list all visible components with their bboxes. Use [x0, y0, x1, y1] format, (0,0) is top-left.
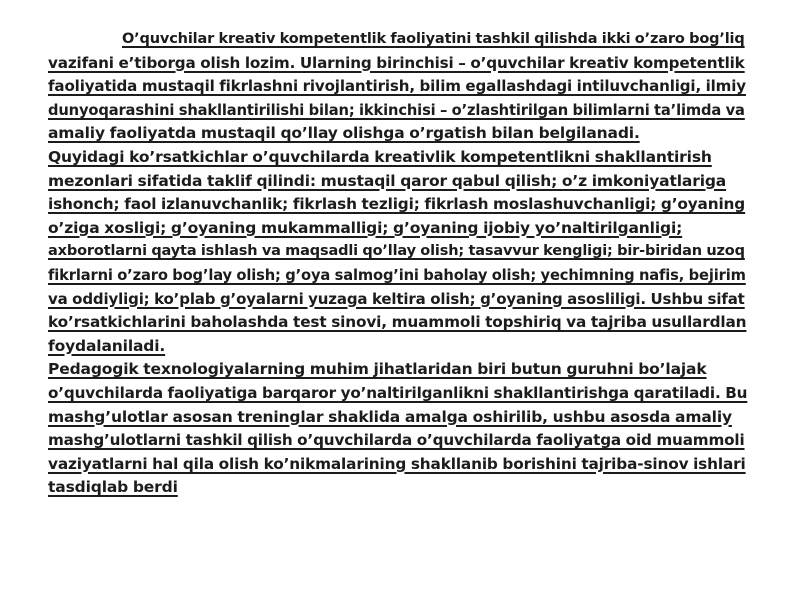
- text-line: amaliy faoliyatda mustaqil qo’llay olishga o’rgatish bilan belgilanadi.: [48, 124, 640, 143]
- text-line: mashg’ulotlar asosan treninglar shaklida amalga oshirilib, ushbu asosda amaliy: [48, 407, 732, 426]
- text-line: axborotlarni qayta ishlash va maqsadli qo’llay olish; tasavvur kengligi; bir-biridan uzoq: [48, 243, 745, 260]
- text-line: ishonch; faol izlanuvchanlik; fikrlash tezligi; fikrlash moslashuvchanligi; g’oyaning: [48, 195, 746, 214]
- text-line: va oddiyligi; ko’plab g’oyalarni yuzaga keltira olish; g’oyaning asosliligi. Ushbu sifat: [48, 289, 745, 308]
- document-body: [48, 28, 748, 500]
- text-line: Pedagogik texnologiyalarning muhim jihatlaridan biri butun guruhni bo’lajak: [48, 360, 707, 379]
- text-line: vazifani e’tiborga olish lozim. Ularning birinchisi – o’quvchilar kreativ kompetentlik: [48, 53, 745, 72]
- text-line: ko’rsatkichlarini baholashda test sinovi, muammoli topshiriq va tajriba usullardlan: [48, 313, 747, 332]
- text-line: Quyidagi ko’rsatkichlar o’quvchilarda kreativlik kompetentlikni shakllantirish: [48, 147, 712, 166]
- text-line: o’ziga xosligi; g’oyaning mukammalligi; g’oyaning ijobiy yo’naltirilganligi;: [48, 218, 683, 237]
- text-line: faoliyatida mustaqil fikrlashni rivojlantirish, bilim egallashdagi intiluvchanligi, ilmiy: [48, 77, 746, 96]
- text-line: O’quvchilar kreativ kompetentlik faoliyatini tashkil qilishda ikki o’zaro bog’liq: [122, 31, 745, 47]
- text-line: mashg’ulotlarni tashkil qilish o’quvchilarda o’quvchilarda faoliyatga oid muammoli: [48, 431, 745, 450]
- text-line: o’quvchilarda faoliyatiga barqaror yo’naltirilganlikni shakllantirishga qaratiladi. Bu: [48, 383, 748, 402]
- text-line: fikrlarni o’zaro bog’lay olish; g’oya salmog’ini baholay olish; yechimning nafis, bejirim: [48, 266, 746, 284]
- text-line: mezonlari sifatida taklif qilindi: mustaqil qaror qabul qilish; o’z imkoniyatlariga: [48, 171, 727, 190]
- text-line: foydalaniladi.: [48, 336, 166, 355]
- text-line: vaziyatlarni hal qila olish ko’nikmalarining shakllanib borishini tajriba-sinov ishlari: [48, 454, 746, 473]
- text-line: dunyoqarashini shakllantirilishi bilan; ikkinchisi – o’zlashtirilgan bilimlarni ta’limda va: [48, 101, 745, 119]
- text-line: tasdiqlab berdi: [48, 478, 178, 497]
